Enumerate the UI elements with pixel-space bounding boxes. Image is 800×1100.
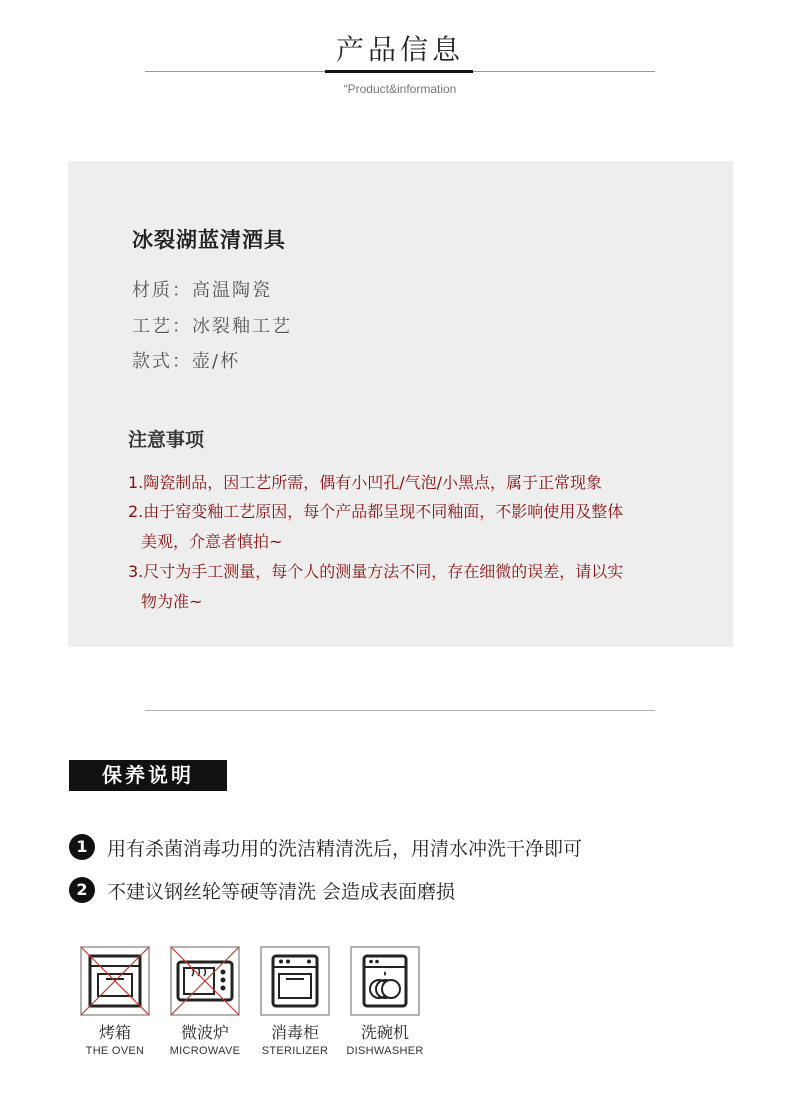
spec-value: 高温陶瓷 (192, 280, 272, 301)
care-number-badge: 1 (69, 834, 95, 860)
page-subtitle: “Product&information (343, 82, 457, 96)
appliance-name-cn: 烤箱 (98, 1023, 131, 1042)
note-line: 1.陶瓷制品，因工艺所需，偶有小凹孔/气泡/小黑点，属于正常现象 (128, 473, 603, 492)
spec-material (132, 276, 272, 302)
care-title: 保养说明 (69, 760, 227, 791)
page-title: 产品信息 (335, 33, 464, 66)
appliance-oven (65, 946, 165, 1057)
care-item (69, 833, 582, 861)
microwave-icon (170, 946, 240, 1016)
appliance-name-cn: 洗碗机 (360, 1023, 409, 1042)
appliance-name-en: DISHWASHER (346, 1045, 424, 1057)
appliance-microwave (155, 946, 255, 1057)
appliance-name-en: THE OVEN (85, 1045, 145, 1057)
care-text: 用有杀菌消毒功用的洗洁精清洗后，用清水冲洗干净即可 (107, 837, 583, 860)
spec-craft (132, 312, 292, 338)
appliance-name-cn: 消毒柜 (270, 1023, 319, 1042)
note-item (128, 497, 708, 557)
sterilizer-icon (260, 946, 330, 1016)
note-line: 2.由于窑变釉工艺原因，每个产品都呈现不同釉面，不影响使用及整体 (128, 502, 624, 521)
appliance-sterilizer (245, 946, 345, 1057)
spec-value: 壶/杯 (192, 351, 241, 372)
appliance-dishwasher (335, 946, 435, 1057)
notes-title: 注意事项 (128, 429, 205, 451)
care-text: 不建议钢丝轮等硬等清洗 会造成表面磨损 (107, 880, 456, 903)
spec-value: 冰裂釉工艺 (192, 316, 292, 337)
care-item (69, 876, 455, 904)
spec-label: 款式： (132, 351, 192, 372)
appliance-name-en: STERILIZER (261, 1045, 329, 1057)
dishwasher-icon (350, 946, 420, 1016)
section-divider (145, 710, 655, 711)
care-number-badge: 2 (69, 877, 95, 903)
spec-label: 材质： (132, 280, 192, 301)
note-item (128, 557, 708, 617)
header-divider-accent (325, 70, 473, 73)
note-line-continued: 美观，介意者慎拍~ (141, 532, 283, 551)
note-item (128, 468, 708, 498)
appliance-name-cn: 微波炉 (180, 1023, 229, 1042)
note-line-continued: 物为准~ (141, 592, 203, 611)
oven-icon (80, 946, 150, 1016)
spec-style (132, 347, 240, 373)
note-line: 3.尺寸为手工测量，每个人的测量方法不同，存在细微的误差，请以实 (128, 562, 624, 581)
product-name: 冰裂湖蓝清酒具 (132, 228, 286, 252)
spec-label: 工艺： (132, 316, 192, 337)
appliance-name-en: MICROWAVE (169, 1045, 241, 1057)
